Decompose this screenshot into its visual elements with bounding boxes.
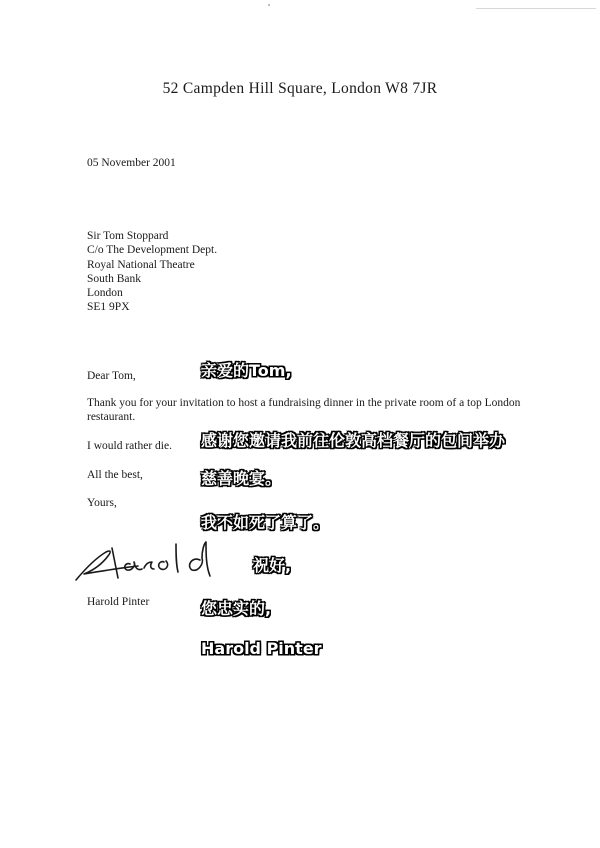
handwritten-signature — [72, 538, 242, 586]
printed-signature-name: Harold Pinter — [87, 596, 150, 608]
body-paragraph: Thank you for your invitation to host a fundraising dinner in the private room of a top London restaurant. — [87, 397, 521, 423]
salutation: Dear Tom, — [87, 370, 136, 382]
recipient-line: South Bank — [87, 272, 141, 285]
translation-caption: 您忠实的, — [201, 599, 272, 618]
translation-caption: Harold Pinter — [201, 639, 322, 658]
recipient-line: London — [87, 287, 123, 300]
translation-caption: 我不如死了算了。 — [201, 513, 330, 532]
translation-caption: 感谢您邀请我前往伦敦高档餐厅的包间举办 — [201, 431, 506, 450]
recipient-line: Sir Tom Stoppard — [87, 230, 169, 242]
recipient-line: Royal National Theatre — [87, 258, 195, 271]
sender-address: 52 Campden Hill Square, London W8 7JR — [162, 80, 438, 97]
translation-caption: 祝好, — [253, 556, 292, 575]
body-paragraph: I would rather die. — [87, 440, 172, 452]
letter-date: 05 November 2001 — [87, 157, 176, 169]
recipient-line: C/o The Development Dept. — [87, 244, 218, 257]
scan-speck — [476, 8, 596, 9]
closing-line: All the best, — [87, 469, 143, 481]
translation-caption: 慈善晚宴。 — [201, 469, 282, 488]
closing-line: Yours, — [87, 497, 117, 509]
translation-caption: 亲爱的Tom, — [201, 361, 292, 380]
scan-speck — [268, 4, 270, 6]
recipient-address-block — [87, 229, 217, 315]
recipient-line: SE1 9PX — [87, 301, 130, 314]
